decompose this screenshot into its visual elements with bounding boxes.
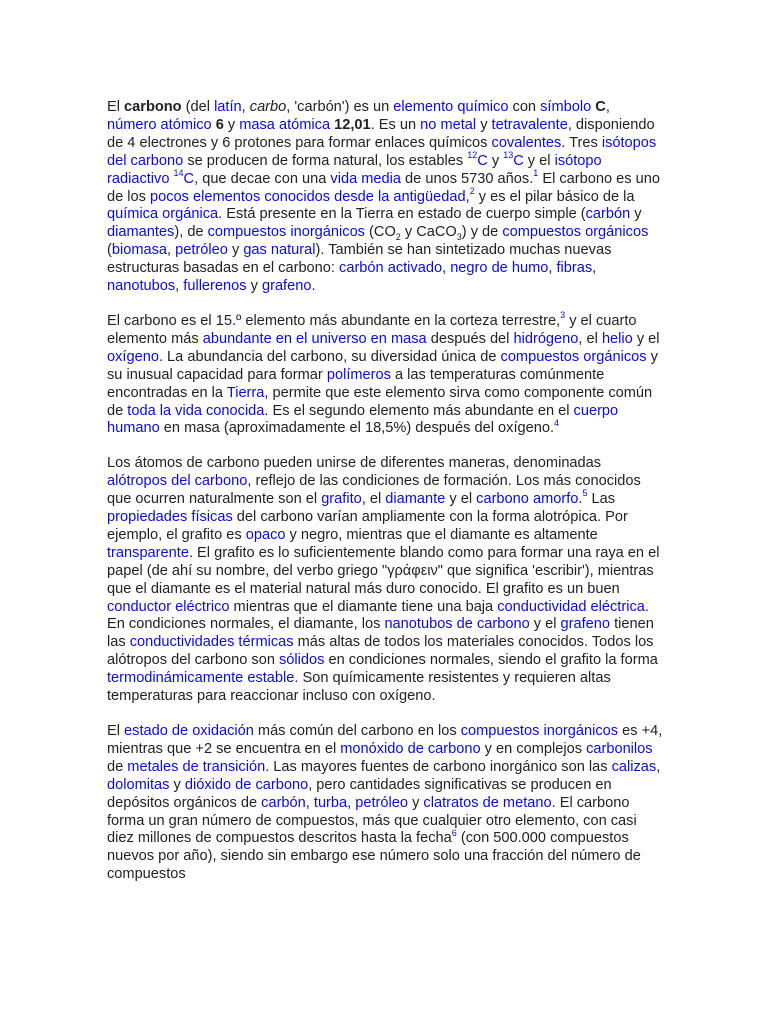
paragraph-3 xyxy=(107,455,663,706)
reference-link[interactable]: 4 xyxy=(554,417,560,428)
article-link[interactable]: tetravalente xyxy=(491,116,568,133)
text-run: carbono xyxy=(124,99,182,115)
text-run: , 'carbón') es un xyxy=(286,99,394,115)
text-run: y el cuarto elemento más xyxy=(107,312,637,347)
article-link[interactable]: alótropos del carbono xyxy=(107,473,248,490)
article-link[interactable]: opaco xyxy=(245,526,286,543)
article-link[interactable]: no metal xyxy=(420,116,477,133)
article-link[interactable]: compuestos orgánicos xyxy=(500,348,647,365)
article-link[interactable]: helio xyxy=(601,330,633,347)
text-run: . Son químicamente resistentes y requieren altas temperaturas para reaccionar incluso con oxígeno. xyxy=(107,670,611,705)
article-link[interactable]: compuestos orgánicos xyxy=(502,224,649,241)
text-run: , xyxy=(241,99,250,115)
article-link[interactable]: grafito xyxy=(321,491,362,508)
text-run: , xyxy=(175,278,184,295)
text-run: y xyxy=(246,278,262,295)
text-run: El xyxy=(107,99,125,115)
article-link[interactable]: elemento químico xyxy=(393,99,509,115)
text-run: y es el pilar básico de la xyxy=(474,188,635,205)
paragraph-2 xyxy=(107,310,663,438)
article-link[interactable]: , xyxy=(465,188,470,205)
text-run: de xyxy=(107,758,128,775)
article-link[interactable]: calizas xyxy=(611,758,657,775)
text-run: El carbono es el 15.º elemento más abundante en la corteza terrestre, xyxy=(107,312,561,329)
text-run: , xyxy=(347,794,356,811)
article-link[interactable]: C xyxy=(513,152,524,169)
text-run: después del xyxy=(426,330,514,347)
article-link[interactable]: carbonilos xyxy=(586,740,653,757)
article-link[interactable]: abundante en el universo en masa xyxy=(202,330,427,347)
text-run: en condiciones normales, siendo el grafito la forma xyxy=(324,652,658,669)
text-run: ). También se han sintetizado muchas nuevas estructuras basadas en el carbono: xyxy=(107,242,612,277)
text-run: y el xyxy=(445,491,477,508)
text-run: , xyxy=(592,260,597,277)
text-run: y su inusual capacidad para formar xyxy=(107,348,658,383)
text-run: y negro, mientras que el diamante es altamente xyxy=(285,526,598,543)
text-run: , pero cantidades significativas se producen en depósitos orgánicos de xyxy=(107,776,612,811)
reference-link[interactable]: 12 xyxy=(467,149,478,160)
text-run: , el xyxy=(578,330,602,347)
article-link[interactable]: C xyxy=(183,170,195,187)
text-run: y CaCO xyxy=(400,224,457,241)
article-link[interactable]: dolomitas xyxy=(107,776,170,793)
reference-link[interactable]: 2 xyxy=(469,185,475,196)
article-body xyxy=(107,99,663,901)
paragraph-1 xyxy=(107,99,663,296)
text-run: y xyxy=(408,794,424,811)
text-run: con xyxy=(508,99,541,115)
article-link[interactable]: masa atómica xyxy=(239,116,331,133)
text-run: a las temperaturas comúnmente encontradas en la xyxy=(107,366,605,401)
article-link[interactable]: compuestos inorgánicos xyxy=(460,723,619,739)
text-run: , el xyxy=(361,491,386,508)
article-link[interactable]: oxígeno xyxy=(107,348,159,365)
article-link[interactable]: toda la vida conocida xyxy=(127,402,265,419)
text-run: y el xyxy=(529,616,561,633)
text-run: (CO xyxy=(364,224,396,241)
text-run: . xyxy=(578,491,583,508)
text-run: , xyxy=(656,758,661,775)
text-run: y xyxy=(227,242,244,259)
text-run: y xyxy=(476,116,492,133)
article-link[interactable]: dióxido de carbono xyxy=(184,776,309,793)
article-link[interactable]: transparente xyxy=(107,544,189,561)
text-run: . Es el segundo elemento más abundante en el xyxy=(264,402,574,419)
article-link[interactable]: Tierra xyxy=(226,384,265,401)
article-link[interactable]: biomasa xyxy=(111,242,168,259)
article-link[interactable]: polímeros xyxy=(326,366,391,383)
text-run: ), de xyxy=(174,224,208,241)
article-link[interactable]: carbono amorfo xyxy=(476,491,579,508)
text-run: , xyxy=(305,794,314,811)
text-run: Los átomos de carbono pueden unirse de diferentes maneras, denominadas xyxy=(107,455,602,472)
article-link[interactable]: carbón activado xyxy=(339,260,443,277)
article-link[interactable]: isótopos del carbono xyxy=(107,134,657,169)
text-run xyxy=(169,171,173,187)
text-run: tienen las xyxy=(107,616,654,651)
text-run: del carbono varían ampliamente con la forma alotrópica. Por ejemplo, el grafito es xyxy=(107,509,628,543)
paragraph-4 xyxy=(107,723,663,884)
text-run: . xyxy=(311,278,316,295)
article-link[interactable]: conductividades térmicas xyxy=(129,634,294,651)
text-run: , xyxy=(442,260,451,277)
text-run: , que decae con una xyxy=(194,170,331,187)
text-run: . En condiciones normales, el diamante, los xyxy=(107,598,649,633)
article-link[interactable]: fullerenos xyxy=(183,278,247,295)
article-link[interactable]: negro de humo xyxy=(450,260,549,277)
article-link[interactable]: vida media xyxy=(330,170,401,187)
text-run: C xyxy=(595,99,606,115)
reference-link[interactable]: 6 xyxy=(451,827,457,838)
text-run: y el xyxy=(632,330,660,347)
reference-link[interactable]: 1 xyxy=(533,167,539,178)
article-link[interactable]: carbón xyxy=(261,794,306,811)
article-link[interactable]: conductor eléctrico xyxy=(107,598,230,615)
text-run: y en complejos xyxy=(480,740,587,757)
article-link[interactable]: turba xyxy=(313,794,348,811)
text-run: , permite que este elemento sirva como componente común de xyxy=(107,384,653,419)
text-run: . Es un xyxy=(370,116,421,133)
text-run: (del xyxy=(181,99,215,115)
text-run: ( xyxy=(107,242,112,259)
reference-link[interactable]: 3 xyxy=(560,310,566,321)
text-run: , xyxy=(167,242,176,259)
article-link[interactable]: C xyxy=(477,152,488,169)
text-run: , disponiendo de 4 electrones y 6 protones para formar enlaces químicos xyxy=(107,116,655,151)
text-run: 2 xyxy=(395,232,401,243)
article-link[interactable]: petróleo xyxy=(355,794,409,811)
article-link[interactable]: diamantes xyxy=(107,224,175,241)
text-run: en masa (aproximadamente el 18,5%) después del oxígeno. xyxy=(159,420,555,437)
article-link[interactable]: carbón xyxy=(585,206,631,223)
text-run: . El carbono forma un gran número de compuestos, más que cualquier otro elemento, con casi diez millones de compuestos descritos hasta la fecha xyxy=(107,794,637,847)
article-link[interactable]: número atómico xyxy=(107,116,212,133)
text-run: , xyxy=(548,260,557,277)
article-link[interactable]: conductividad eléctrica xyxy=(497,598,645,615)
article-link[interactable]: estado de oxidación xyxy=(124,723,254,739)
article-link[interactable]: isótopo radiactivo xyxy=(107,152,602,187)
text-run: y xyxy=(487,152,504,169)
article-link[interactable]: grafeno xyxy=(560,616,611,633)
article-link[interactable]: pocos elementos conocidos desde la antigüedad xyxy=(150,188,466,205)
article-link[interactable]: propiedades físicas xyxy=(107,509,233,526)
text-run: . La abundancia del carbono, su diversidad única de xyxy=(158,348,501,365)
text-run: . Está presente en la Tierra en estado de cuerpo simple ( xyxy=(218,206,586,223)
text-run: y el xyxy=(523,152,555,169)
reference-link[interactable]: 14 xyxy=(173,167,184,178)
text-run: y xyxy=(169,776,185,793)
article-link[interactable]: latín xyxy=(214,99,242,115)
text-run: . El grafito es lo suficientemente blando como para formar una raya en el papel (de ahí su nombre, del verbo griego "γράφειν" que significa 'escribir'), mientras que el diamante es el material natural más duro conocido. El grafito es un buen xyxy=(107,544,660,597)
text-run: y xyxy=(630,206,642,223)
article-link[interactable]: sólidos xyxy=(279,652,325,669)
text-run: El xyxy=(107,723,125,739)
reference-link[interactable]: 5 xyxy=(582,488,588,499)
text-run: más común del carbono en los xyxy=(253,723,461,739)
text-run: , xyxy=(605,99,610,115)
article-link[interactable]: metales de transición xyxy=(127,758,266,775)
text-run: El carbono es uno de los xyxy=(107,170,660,205)
text-run: (con 500.000 compuestos nuevos por año), siendo sin embargo ese número solo una fracción del número de compuestos xyxy=(107,830,641,883)
text-run: 3 xyxy=(456,232,462,243)
article-link[interactable]: nanotubos xyxy=(107,278,176,295)
text-run: de unos 5730 años. xyxy=(401,170,534,187)
reference-link[interactable]: 13 xyxy=(503,149,514,160)
article-link[interactable]: gas natural xyxy=(243,242,316,259)
text-run: carbo xyxy=(249,99,287,115)
text-run: es +4, mientras que +2 se encuentra en el xyxy=(107,723,663,757)
article-link[interactable]: grafeno xyxy=(261,278,312,295)
article-link[interactable]: clatratos de metano xyxy=(423,794,552,811)
text-run: ) y de xyxy=(461,224,503,241)
text-run: más altas de todos los materiales conocidos. Todos los alótropos del carbono son xyxy=(107,634,654,669)
text-run: 6 xyxy=(215,116,224,133)
text-run: se producen de forma natural, los estables xyxy=(183,152,468,169)
text-run: 12,01 xyxy=(334,116,371,133)
article-link[interactable]: monóxido de carbono xyxy=(340,740,481,757)
text-run: , reflejo de las condiciones de formación. Los más conocidos que ocurren naturalmente son el xyxy=(107,473,641,508)
article-link[interactable]: diamante xyxy=(385,491,446,508)
article-link[interactable]: covalentes xyxy=(491,134,562,151)
article-link[interactable]: compuestos inorgánicos xyxy=(207,224,365,241)
article-link[interactable]: hidrógeno xyxy=(513,330,579,347)
article-link[interactable]: nanotubos de carbono xyxy=(384,616,530,633)
article-link[interactable]: química orgánica xyxy=(107,206,219,223)
article-link[interactable]: cuerpo humano xyxy=(107,402,619,437)
text-run: Las xyxy=(587,491,616,508)
text-run: . Las mayores fuentes de carbono inorgánico son las xyxy=(265,758,612,775)
text-run: mientras que el diamante tiene una baja xyxy=(229,598,498,615)
article-link[interactable]: fibras xyxy=(556,260,593,277)
article-link[interactable]: termodinámicamente estable xyxy=(107,670,295,687)
article-link[interactable]: símbolo xyxy=(540,99,592,115)
article-link[interactable]: petróleo xyxy=(175,242,228,259)
text-run: . Tres xyxy=(561,134,602,151)
text-run: y xyxy=(223,116,240,133)
